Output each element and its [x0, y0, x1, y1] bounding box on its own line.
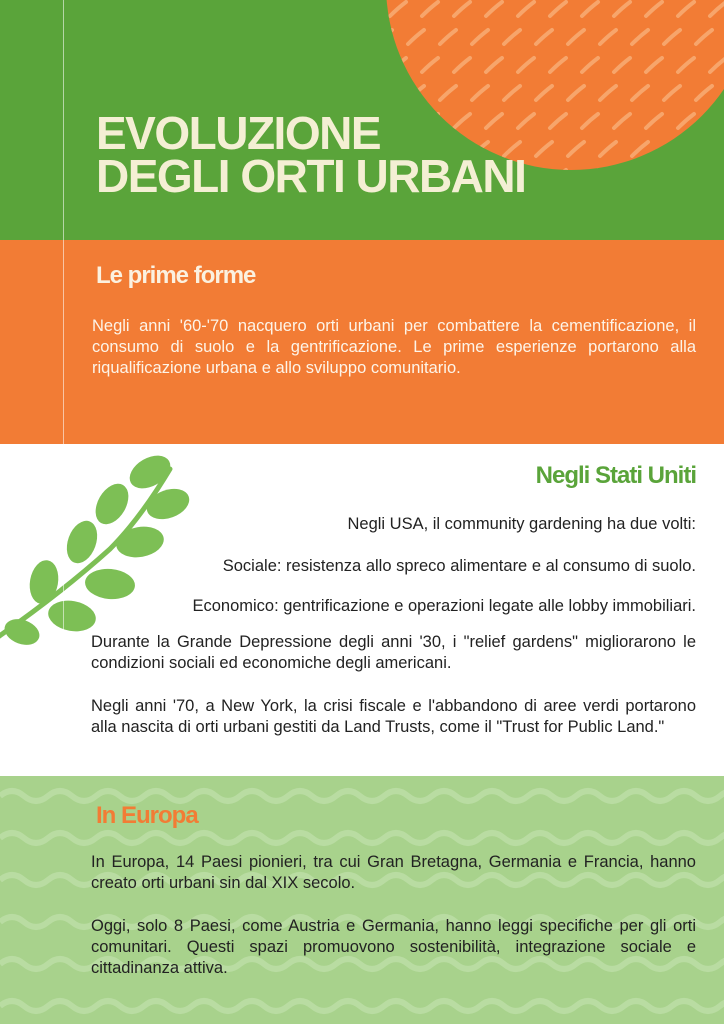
text-usa-sociale: Sociale: resistenza allo spreco alimentare e al consumo di suolo.: [222, 557, 696, 575]
text-europa-1: In Europa, 14 Paesi pionieri, tra cui Gran Bretagna, Germania e Francia, hanno creato orti urbani sin dal XIX secolo.: [91, 853, 696, 892]
text-usa-intro: Negli USA, il community gardening ha due volti:: [347, 515, 696, 533]
text-europa-2: Oggi, solo 8 Paesi, come Austria e Germania, hanno leggi specifiche per gli orti comunitari. Questi spazi promuovono sostenibilità, integrazione sociale e cittadinanza attiva.: [91, 917, 696, 977]
header-section: [0, 0, 724, 240]
heading-stati-uniti: Negli Stati Uniti: [535, 462, 696, 489]
heading-europa: In Europa: [96, 802, 198, 829]
circle-stroke-mark: [664, 142, 680, 156]
page-title: EVOLUZIONE DEGLI ORTI URBANI: [96, 107, 526, 202]
wave-line: [0, 791, 724, 801]
wave-line: [0, 833, 724, 843]
section-stati-uniti: [0, 444, 724, 776]
circle-stroke-mark: [710, 114, 724, 128]
text-prime-forme: Negli anni '60-'70 nacquero orti urbani per combattere la cementificazione, il consumo di suolo e la gentrificazione. Le prime esperienze portarono alla riqualificazione urbana e allo sviluppo comunitario.: [92, 317, 696, 377]
wave-line: [0, 1001, 724, 1011]
circle-stroke-mark: [390, 58, 406, 72]
circle-stroke-mark: [386, 86, 392, 100]
vertical-divider-line: [63, 0, 64, 776]
text-usa-new-york: Negli anni '70, a New York, la crisi fiscale e l'abbandono di aree verdi portarono alla nascita di orti urbani gestiti da Land Trusts, come il "Trust for Public Land.": [91, 697, 696, 736]
text-usa-depressione: Durante la Grande Depressione degli anni '30, i "relief gardens" migliorarono le condizioni sociali ed economiche degli americani.: [91, 633, 696, 672]
circle-stroke-mark: [696, 142, 712, 156]
leaf-branch-icon: [0, 444, 200, 654]
section-europa: [0, 776, 724, 1024]
heading-prime-forme: Le prime forme: [96, 262, 256, 289]
section-prime-forme: [0, 240, 724, 444]
circle-stroke-mark: [386, 30, 392, 44]
text-usa-economico: Economico: gentrificazione e operazioni legate alle lobby immobiliari.: [192, 597, 696, 615]
